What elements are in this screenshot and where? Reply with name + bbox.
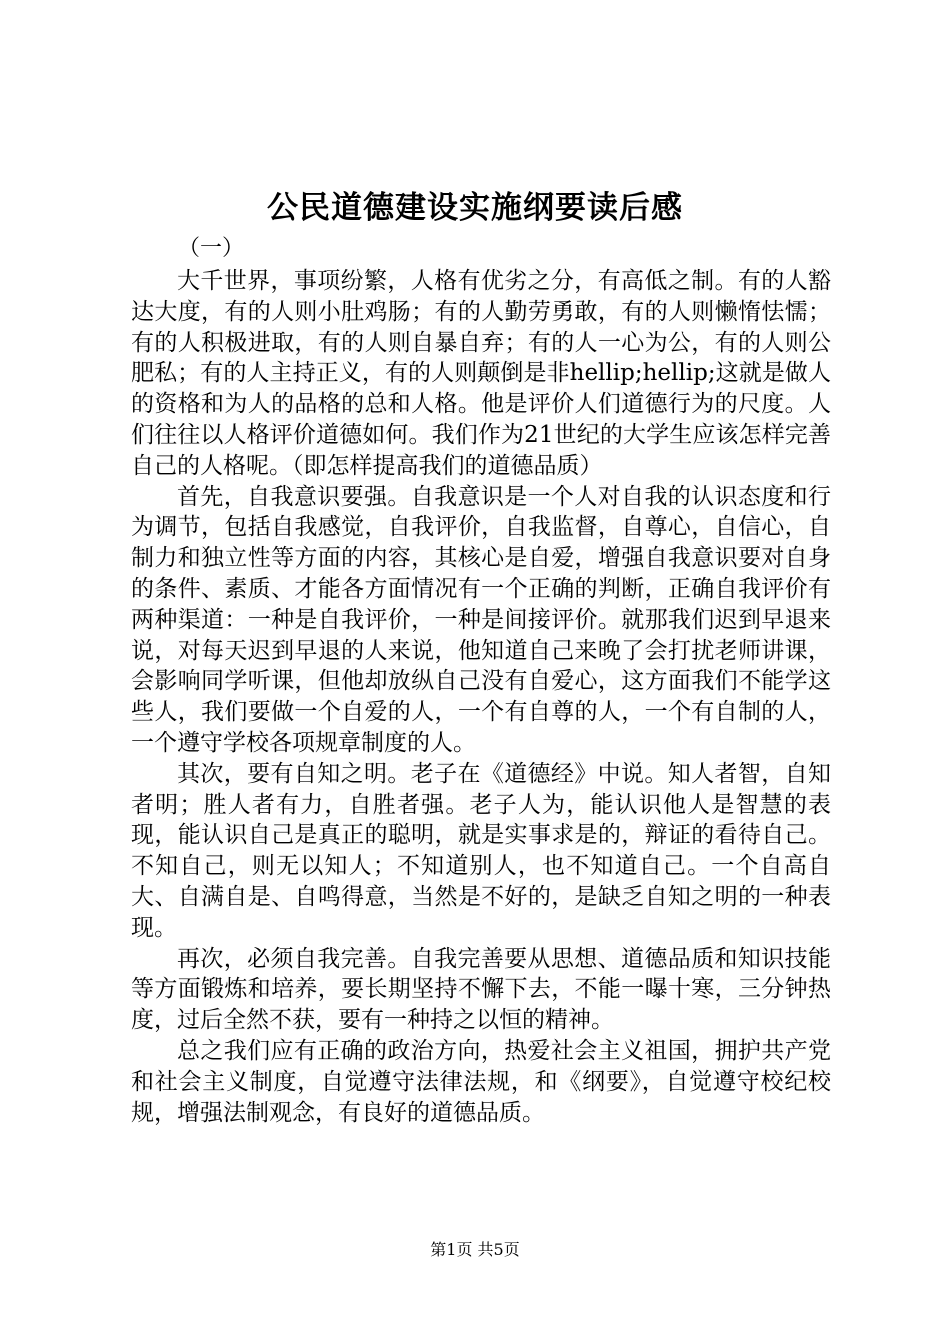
paragraph-conclusion: 总之我们应有正确的政治方向，热爱社会主义祖国，拥护共产党和社会主义制度，自觉遵守法律法规，和《纲要》，自觉遵守校纪校规，增强法制观念，有良好的道德品质。 [131, 1037, 831, 1126]
document-body [131, 266, 831, 1128]
page-footer: 第1页 共5页 [430, 1240, 520, 1259]
paragraph-intro: 大千世界，事项纷繁，人格有优劣之分，有高低之制。有的人豁达大度，有的人则小肚鸡肠；有的人勤劳勇敢，有的人则懒惰怯懦；有的人积极进取，有的人则自暴自弃；有的人一心为公，有的人则公肥私；有的人主持正义，有的人则颠倒是非hellip;hellip;这就是做人的资格和为人的品格的总和人格。他是评价人们道德行为的尺度。人们往往以人格评价道德如何。我们作为21世纪的大学生应该怎样完善自己的人格呢。（即怎样提高我们的道德品质） [131, 268, 831, 479]
paragraph-third: 再次，必须自我完善。自我完善要从思想、道德品质和知识技能等方面锻炼和培养，要长期坚持不懈下去，不能一曝十寒，三分钟热度，过后全然不获，要有一种持之以恒的精神。 [131, 945, 831, 1034]
document-title: 公民道德建设实施纲要读后感 [267, 190, 683, 226]
paragraph-first: 首先，自我意识要强。自我意识是一个人对自我的认识态度和行为调节，包括自我感觉，自我评价，自我监督，自尊心，自信心，自制力和独立性等方面的内容，其核心是自爱，增强自我意识要对自身的条件、素质、才能各方面情况有一个正确的判断，正确自我评价有两种渠道：一种是自我评价，一种是间接评价。就那我们迟到早退来说，对每天迟到早退的人来说，他知道自己来晚了会打扰老师讲课，会影响同学听课，但他却放纵自己没有自爱心，这方面我们不能学这些人，我们要做一个自爱的人，一个有自尊的人，一个有自制的人，一个遵守学校各项规章制度的人。 [131, 483, 831, 756]
paragraph-second: 其次，要有自知之明。老子在《道德经》中说。知人者智，自知者明；胜人者有力，自胜者强。老子人为，能认识他人是智慧的表现，能认识自己是真正的聪明，就是实事求是的，辩证的看待自己。不知自己，则无以知人；不知道别人，也不知道自己。一个自高自大、自满自是、自鸣得意，当然是不好的，是缺乏自知之明的一种表现。 [131, 760, 831, 941]
section-label: （一） [178, 236, 245, 261]
